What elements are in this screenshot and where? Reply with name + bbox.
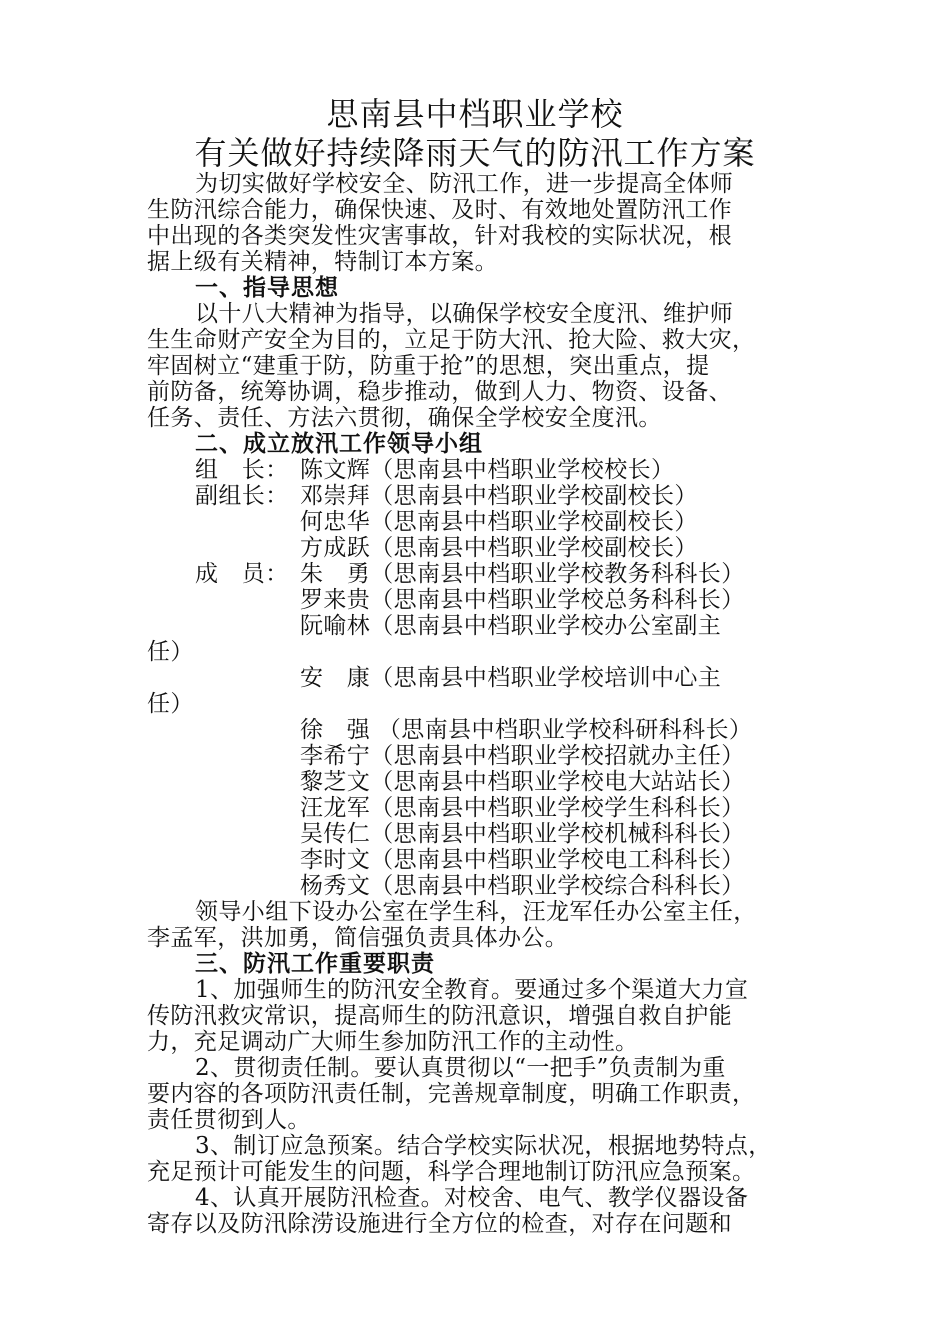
deputy-entry: 邓崇拜（思南县中档职业学校副校长）: [300, 483, 698, 509]
section3-line: 充足预计可能发生的问题，科学合理地制订防汛应急预案。: [147, 1159, 756, 1185]
leader-label: 组 长：: [195, 457, 289, 483]
member-entry: 黎芝文（思南县中档职业学校电大站站长）: [300, 769, 745, 795]
intro-line: 生防汛综合能力，确保快速、及时、有效地处置防汛工作: [147, 197, 732, 223]
member-entry: 吴传仁（思南县中档职业学校机械科科长）: [300, 821, 745, 847]
intro-line: 中出现的各类突发性灾害事故，针对我校的实际状况，根: [147, 223, 732, 249]
section3-line: 责任贯彻到人。: [147, 1107, 311, 1133]
section1-line: 以十八大精神为指导，以确保学校安全度汛、维护师: [195, 301, 734, 327]
office-line: 李孟军，洪加勇，简信强负责具体办公。: [147, 925, 569, 951]
member-entry: 徐 强 （思南县中档职业学校科研科科长）: [300, 717, 753, 743]
section1-line: 生生命财产安全为目的，立足于防大汛、抢大险、救大灾，: [147, 327, 756, 353]
member-label: 成 员：: [195, 561, 289, 587]
member-entry: 汪龙军（思南县中档职业学校学生科科长）: [300, 795, 745, 821]
section3-line: 寄存以及防汛除涝设施进行全方位的检查，对存在问题和: [147, 1211, 732, 1237]
member-entry: 阮喻林（思南县中档职业学校办公室副主: [300, 613, 722, 639]
section1-line: 牢固树立“建重于防，防重于抢”的思想，突出重点，提: [147, 353, 710, 379]
section3-line: 4、认真开展防汛检查。对校舍、电气、教学仪器设备: [195, 1185, 749, 1211]
section1-line: 任务、责任、方法六贯彻，确保全学校安全度汛。: [147, 405, 662, 431]
section3-line: 1、加强师生的防汛安全教育。要通过多个渠道大力宣: [195, 977, 749, 1003]
document-title-line2: 有关做好持续降雨天气的防汛工作方案: [194, 134, 756, 172]
member-entry: 杨秀文（思南县中档职业学校综合科科长）: [300, 873, 745, 899]
member-entry: 罗来贵（思南县中档职业学校总务科科长）: [300, 587, 745, 613]
intro-line: 为切实做好学校安全、防汛工作，进一步提高全体师: [195, 171, 734, 197]
section1-heading: 一、指导思想: [195, 275, 339, 301]
office-line: 领导小组下设办公室在学生科，汪龙军任办公室主任，: [195, 899, 757, 925]
document-title-line1: 思南县中档职业学校: [326, 95, 624, 133]
section3-line: 要内容的各项防汛责任制，完善规章制度，明确工作职责，: [147, 1081, 756, 1107]
member-entry-wrap: 任）: [147, 639, 194, 665]
member-entry: 安 康（思南县中档职业学校培训中心主: [300, 665, 722, 691]
deputy-entry: 何忠华（思南县中档职业学校副校长）: [300, 509, 698, 535]
leader-entry: 陈文辉（思南县中档职业学校校长）: [300, 457, 675, 483]
section3-line: 3、制订应急预案。结合学校实际状况，根据地势特点，: [195, 1133, 772, 1159]
section2-heading: 二、成立放汛工作领导小组: [195, 431, 483, 457]
intro-line: 据上级有关精神，特制订本方案。: [147, 249, 498, 275]
member-entry: 李希宁（思南县中档职业学校招就办主任）: [300, 743, 745, 769]
deputy-entry: 方成跃（思南县中档职业学校副校长）: [300, 535, 698, 561]
section1-line: 前防备，统筹协调，稳步推动，做到人力、物资、设备、: [147, 379, 732, 405]
member-entry: 李时文（思南县中档职业学校电工科科长）: [300, 847, 745, 873]
section3-line: 2、贯彻责任制。要认真贯彻以“一把手”负责制为重: [195, 1055, 726, 1081]
section3-line: 传防汛救灾常识，提高师生的防汛意识，增强自救自护能: [147, 1003, 732, 1029]
deputy-label: 副组长：: [195, 483, 289, 509]
section3-line: 力，充足调动广大师生参加防汛工作的主动性。: [147, 1029, 639, 1055]
member-entry-wrap: 任）: [147, 691, 194, 717]
member-entry: 朱 勇（思南县中档职业学校教务科科长）: [300, 561, 745, 587]
section3-heading: 三、防汛工作重要职责: [195, 951, 435, 977]
